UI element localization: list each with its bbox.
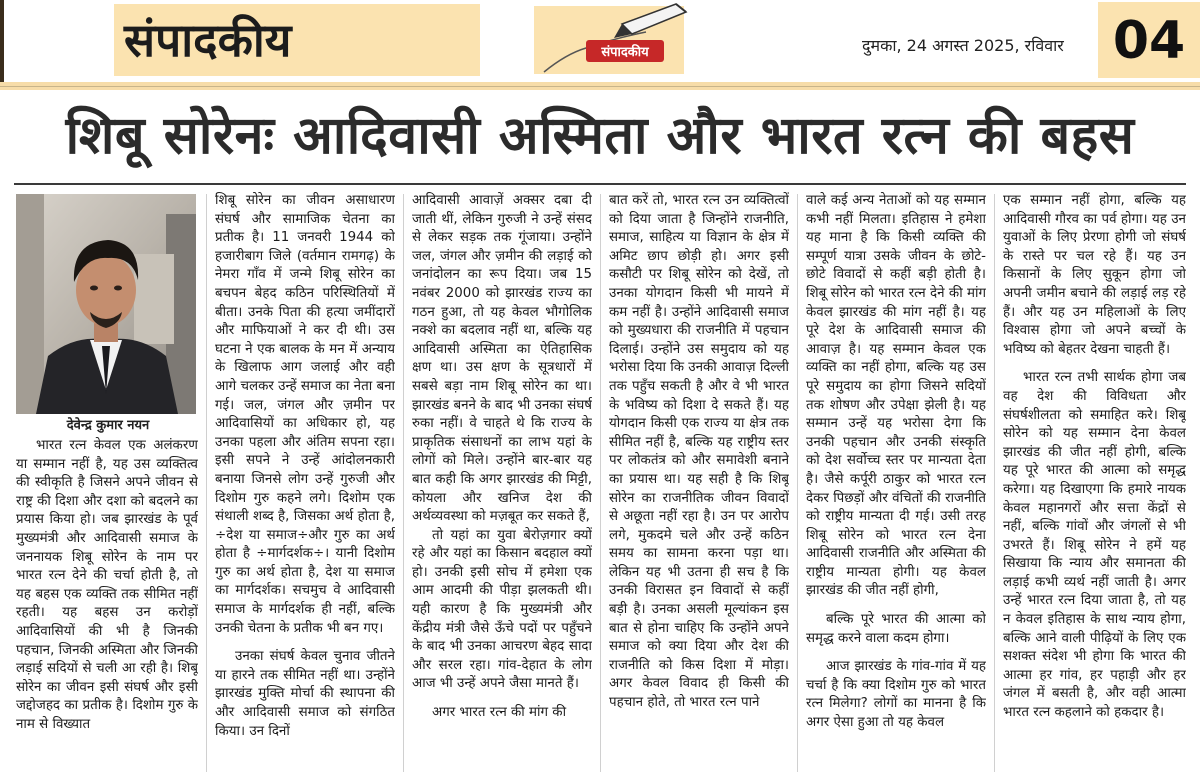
- headline-rule: [14, 183, 1186, 185]
- column-divider: [600, 194, 601, 772]
- article-column-2: [215, 192, 395, 773]
- paragraph: शिबू सोरेन का जीवन असाधारण संघर्ष और सामाजिक चेतना का प्रतीक है। 11 जनवरी 1944 को हजारीबाग जिले (वर्तमान रामगढ़) के नेमरा गाँव में जन्मे शिबू सोरेन का बचपन बेहद कठिन परिस्थितियों में बीता। उनके पिता की हत्या जमींदारों और माफियाओं ने कर दी थी। उस घटना ने एक बालक के मन में अन्याय के खिलाफ आग जलाई और वही आगे चलकर उन्हें समाज का नेता बना गई। जल, जंगल और ज़मीन पर आदिवासियों का अधिकार हो, यह उनका पहला और अंतिम सपना रहा। इसी सपने ने उन्हें आंदोलनकारी बनाया जिनसे लोग उन्हें गुरुजी और दिशोम गुरु कहने लगे। दिशोम एक संथाली शब्द है, जिसका अर्थ होता है, ÷देश या समाज÷और गुरु का अर्थ होता है ÷मार्गदर्शक÷। यानी दिशोम गुरु का अर्थ होता है, देश या समाज का मार्गदर्शक। सचमुच वे आदिवासी समाज के मार्गदर्शक ही नहीं, बल्कि उनकी चेतना के प्रतीक भी बन गए।: [215, 193, 395, 636]
- masthead-edge: [0, 0, 4, 82]
- section-title: संपादकीय: [124, 13, 292, 67]
- article-column-1: [16, 437, 198, 773]
- article-headline: शिबू सोरेनः आदिवासी अस्मिता और भारत रत्न की बहस: [65, 105, 1135, 166]
- article-column-3: [412, 192, 592, 773]
- paragraph: भारत रत्न तभी सार्थक होगा जब वह देश की विविधता और संघर्षशीलता को समाहित करे। शिबू सोरेन को यह सम्मान देना केवल झारखंड की जीत नहीं होगी, बल्कि यह पूरे भारत की आत्मा को समृद्ध करेगा। यह दिखाएगा कि हमारे नायक केवल महानगरों और सत्ता केंद्रों से नहीं, बल्कि गांवों और जंगलों से भी उभरते हैं। शिबू सोरेन ने हमें यह सिखाया कि न्याय और समानता की लड़ाई कभी व्यर्थ नहीं जाती है। अगर उन्हें भारत रत्न दिया जाता है, तो यह न केवल इतिहास के साथ न्याय होगा, बल्कि आने वाली पीढ़ियों के लिए एक सशक्त संदेश भी होगा कि भारत की आत्मा हर गांव, हर पहाड़ी और हर जंगल में बसती है, और वही आत्मा भारत रत्न कहलाने को हकदार है।: [1003, 370, 1186, 721]
- paragraph: आज झारखंड के गांव-गांव में यह चर्चा है कि क्या दिशोम गुरु को भारत रत्न मिलेगा? लोगों का मानना है कि अगर ऐसा हुआ तो यह केवल: [806, 659, 986, 731]
- paragraph: उनका संघर्ष केवल चुनाव जीतने या हारने तक सीमित नहीं था। उन्होंने झारखंड मुक्ति मोर्चा की स्थापना की और आदिवासी समाज को संगठित किया। उन दिनों: [215, 649, 395, 739]
- logo-label: संपादकीय: [601, 45, 649, 60]
- paragraph: एक सम्मान नहीं होगा, बल्कि यह आदिवासी गौरव का पर्व होगा। यह उन युवाओं के लिए प्रेरणा होगी जो संघर्ष के रास्ते पर चल रहे हैं। यह उन किसानों के लिए सुकून होगा जो अपनी जमीन बचाने की लड़ाई लड़ रहे हैं। और यह उन महिलाओं के लिए विश्वास होगा जो अपने बच्चों के भविष्य को बेहतर देखना चाहती हैं।: [1003, 193, 1186, 357]
- editorial-pen-logo: [526, 2, 704, 78]
- paragraph: वाले कई अन्य नेताओं को यह सम्मान कभी नहीं मिलता। इतिहास ने हमेशा यह माना है कि किसी व्यक्ति की सम्पूर्ण यात्रा उसके जीवन के छोटे-छोटे विवादों से कहीं बड़ी होती है। शिबू सोरेन को भारत रत्न देने की मांग केवल झारखंड की मांग नहीं है। यह पूरे देश के आदिवासी समाज की आवाज़ है। यह सम्मान केवल एक व्यक्ति का नहीं होगा, बल्कि यह उस पूरे समुदाय का होगा जिसने सदियों तक शोषण और उपेक्षा झेली है। यह सम्मान उन्हें यह भरोसा देगा कि उनकी पहचान और उनकी संस्कृति को देश सर्वोच्च स्तर पर मान्यता देता है। जैसे कर्पूरी ठाकुर को भारत रत्न देकर पिछड़ों और वंचितों की राजनीति को राष्ट्रीय मान्यता दी गई। उसी तरह शिबू सोरेन को भारत रत्न देना आदिवासी राजनीति और अस्मिता की राष्ट्रीय मान्यता होगी। यह केवल झारखंड की जीत नहीं होगी,: [806, 193, 986, 599]
- article-column-5: [806, 192, 986, 773]
- header-rule-line: [0, 86, 1200, 87]
- page-number-box: [1098, 2, 1200, 78]
- column-divider: [206, 194, 207, 772]
- article-column-4: [609, 192, 789, 773]
- pen-icon: [526, 2, 704, 78]
- issue-date: दुमका, 24 अगस्त 2025, रविवार: [862, 36, 1064, 55]
- author-photo: [16, 194, 196, 414]
- paragraph: भारत रत्न केवल एक अलंकरण या सम्मान नहीं है, यह उस व्यक्तित्व की स्वीकृति है जिसने अपने जीवन से राष्ट्र की दिशा और दशा को बदलने का प्रयास किया हो। जब झारखंड के पूर्व मुख्यमंत्री और आदिवासी समाज के जननायक शिबू सोरेन के नाम पर भारत रत्न देने की चर्चा होती है, तो यह बहस एक व्यक्ति तक सीमित नहीं रहती। यह बहस उन करोड़ों आदिवासियों की भी है जिनकी पहचान, जिनकी अस्मिता और जिनकी लड़ाई सदियों से चली आ रही है। शिबू सोरेन का जीवन इसी संघर्ष और इसी जद्दोजहद का प्रतीक है। दिशोम गुरु के नाम से विख्यात: [16, 438, 198, 732]
- masthead: [0, 0, 1200, 82]
- column-divider: [797, 194, 798, 772]
- paragraph: बल्कि पूरे भारत की आत्मा को समृद्ध करने वाला कदम होगा।: [806, 612, 986, 646]
- page-number: 04: [1112, 11, 1186, 71]
- article-column-6: [1003, 192, 1186, 773]
- paragraph: तो यहां का युवा बेरोज़गार क्यों रहे और यहां का किसान बदहाल क्यों हो। उनकी इसी सोच में हमेशा एक आम आदमी की पीड़ा झलकती थी। यही कारण है कि मुख्यमंत्री और केंद्रीय मंत्री जैसे ऊँचे पदों पर पहुँचने के बाद भी उनका आचरण बेहद सादा और सरल रहा। गांव-देहात के लोग आज भी उन्हें अपने जैसा मानते हैं।: [412, 527, 592, 692]
- paragraph: बात करें तो, भारत रत्न उन व्यक्तित्वों को दिया जाता है जिन्होंने राजनीति, समाज, साहित्य या विज्ञान के क्षेत्र में अमिट छाप छोड़ी हो। अगर इसी कसौटी पर शिबू सोरेन को देखें, तो उनका योगदान किसी भी मायने में कम नहीं है। उन्होंने आदिवासी समाज को मुख्यधारा की राजनीति में पहचान दिलाई। उन्होंने उस समुदाय को यह भरोसा दिया कि उनकी आवाज़ दिल्ली तक पहुँच सकती है और वे भी भारत के भविष्य को दिशा दे सकते हैं। यह योगदान किसी एक राज्य या क्षेत्र तक सीमित नहीं है, बल्कि यह राष्ट्रीय स्तर पर लोकतंत्र को और समावेशी बनाने का प्रयास था। यह सही है कि शिबू सोरेन का राजनीतिक जीवन विवादों से अछूता नहीं रहा है। उन पर आरोप लगे, मुकदमे चले और उन्हें कठिन समय का सामना करना पड़ा था। लेकिन यह भी उतना ही सच है कि उनकी विरासत इन विवादों से कहीं बड़ी है। उनका असली मूल्यांकन इस बात से होना चाहिए कि उन्होंने अपने समाज को क्या दिया और देश की राजनीति को किस दिशा में मोड़ा। अगर केवल विवाद ही किसी की पहचान होते, तो भारत रत्न पाने: [609, 193, 789, 711]
- paragraph: अगर भारत रत्न की मांग की: [432, 705, 567, 721]
- paragraph: आदिवासी आवाज़ें अक्सर दबा दी जाती थीं, लेकिन गुरुजी ने उन्हें संसद से लेकर सड़क तक गूंजाया। उन्होंने जल, जंगल और ज़मीन की लड़ाई को जनांदोलन का रूप दिया। जब 15 नवंबर 2000 को झारखंड राज्य का गठन हुआ, तो यह केवल भौगोलिक नक्शे का बदलाव नहीं था, बल्कि यह आदिवासी अस्मिता का ऐतिहासिक क्षण था। उस क्षण के सूत्रधारों में सबसे बड़ा नाम शिबू सोरेन का था। झारखंड बनने के बाद भी उनका संघर्ष रुका नहीं। वे चाहते थे कि राज्य के प्राकृतिक संसाधनों का लाभ यहां के लोगों को मिले। उन्होंने बार-बार यह बात कही कि अगर झारखंड की मिट्टी, कोयला और खनिज देश की अर्थव्यवस्था को मज़बूत कर सकते हैं,: [412, 193, 592, 525]
- column-divider: [994, 194, 995, 772]
- column-divider: [403, 194, 404, 772]
- author-byline: देवेन्द्र कुमार नयन: [66, 418, 150, 433]
